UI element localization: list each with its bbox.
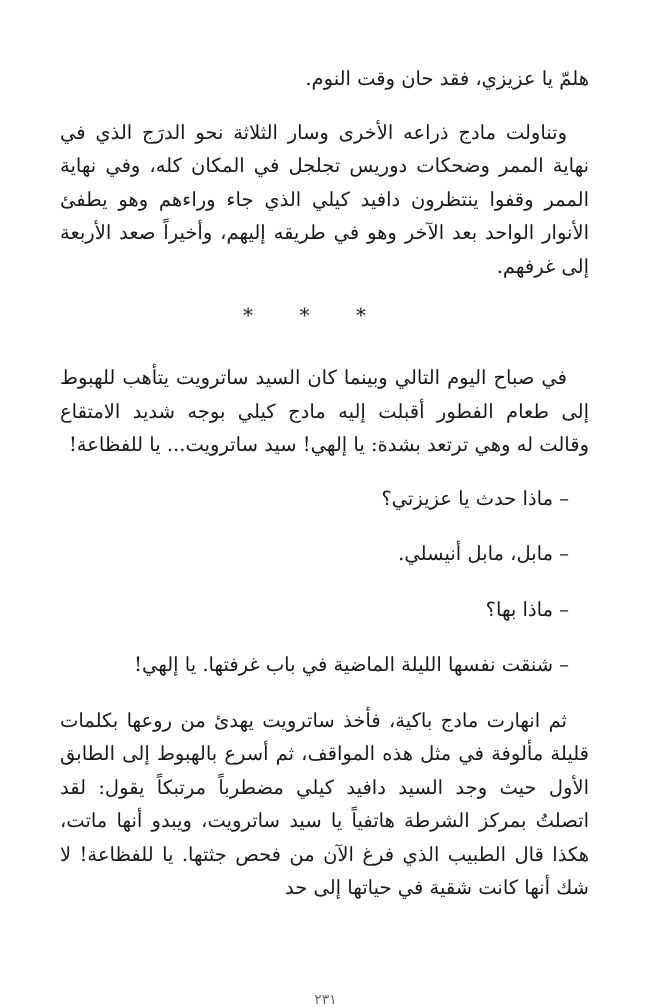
section-separator: * * * <box>243 303 386 327</box>
dialogue-line-4: – شنقت نفسها الليلة الماضية في باب غرفتها. يا إلهي! <box>134 653 569 676</box>
dialogue-line-1: – ماذا حدث يا عزيزتي؟ <box>381 486 569 510</box>
paragraph-closing: ثم انهارت مادج باكية، فأخذ ساترويت يهدئ من روعها بكلمات قليلة مألوفة في مثل هذه المواقف، ثم أسرع بالهبوط إلى الطابق الأول حيث وجد السيد دافيد كيلي مضطرباً مرتبكاً يقول: لقد اتصلتُ بمركز الشرطة هاتفياً يا سيد ساترويت، ويبدو أنها ماتت، هكذا قال الطبيب الذي فرغ الآن من فحص جثتها. يا للفظاعة! لا شك أنها كانت شقية في حياتها إلى حد <box>60 708 589 899</box>
paragraph-goodnight: هلمّ يا عزيزي، فقد حان وقت النوم. <box>305 67 589 90</box>
paragraph-stairs: وتناولت مادج ذراعه الأخرى وسار الثلاثة نحو الدرَج الذي في نهاية الممر وضحكات دوريس تجلجل في المكان كله، وفي نهاية الممر وقفوا ينتظرون دافيد كيلي الذي جاء وراءهم وهو يطفئ الأنوار الواحد بعد الآخر وهو في طريقه إليهم، وأخيراً صعد الأربعة إلى غرفهم. <box>60 120 589 278</box>
dialogue-line-3: – ماذا بها؟ <box>485 597 569 621</box>
book-page <box>60 62 589 925</box>
page-number: ٢٣١ <box>314 992 337 1008</box>
dialogue-line-2: – مابل، مابل أنيسلي. <box>398 542 569 565</box>
paragraph-morning: في صباح اليوم التالي وبينما كان السيد ساترويت يتأهب للهبوط إلى طعام الفطور أقبلت إليه مادج كيلي بوجه شديد الامتقاع وقالت له وهي ترتعد بشدة: يا إلهي! سيد ساترويت... يا للفظاعة! <box>60 366 589 456</box>
